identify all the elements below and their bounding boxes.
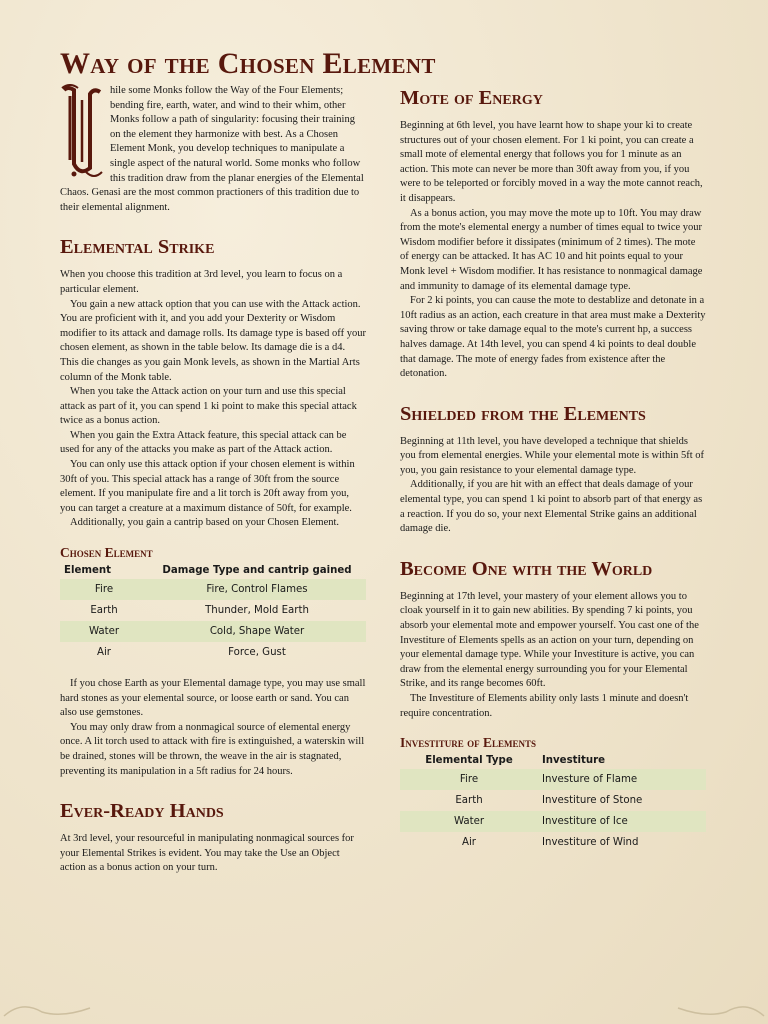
table-header: Element: [64, 564, 112, 576]
heading-elemental-strike: Elemental Strike: [60, 236, 215, 259]
table-cell: Fire: [400, 769, 538, 790]
investiture-table-title: Investiture of Elements: [400, 735, 537, 751]
mote-p3: For 2 ki points, you can cause the mote to destablize and detonate in a 10ft radius as an action, each creature in that area must make a Dexterity saving throw or take damage equal to the mote's current hp, a success halves damage. At 14th level, you can spend 4 ki points to deal double that damage. The mote of energy fades from existence after the detonation.: [400, 295, 706, 380]
table-cell: Fire, Control Flames: [148, 579, 366, 600]
chosen-element-table: [60, 561, 366, 663]
table-cell: Air: [97, 647, 111, 659]
table-header-row: [400, 751, 706, 769]
page-title: Way of the Chosen Element: [60, 47, 436, 80]
table-header: Damage Type and cantrip gained: [162, 564, 352, 576]
table-cell: Force, Gust: [228, 647, 286, 659]
table-row: [60, 600, 366, 621]
corner-flourish-left-icon: [2, 998, 92, 1018]
table-cell: Investiture of Ice: [538, 811, 706, 832]
table-cell: Investure of Flame: [538, 769, 706, 790]
become-one-p1: Beginning at 17th level, your mastery of your element allows you to cloak yourself in it to gain new abilities. By spending 7 ki points, you absorb your elemental mote and empower yourself. You cast one of the Investiture of Elements spells as an action on your turn, depending on your elemental damage type. While your Investiture is active, you can draw from the elemental energy surrounding you for your Elemental Strike, and its range becomes 60ft.: [400, 590, 699, 690]
heading-mote-of-energy: Mote of Energy: [400, 87, 543, 109]
table-row: [400, 832, 706, 853]
mote-p1: Beginning at 6th level, you have learnt how to shape your ki to create structures out of your chosen element. For 1 ki point, you can create a small mote of elemental energy that follows you for 1 minute as an action. This mote can never be more than 30ft away from you, if you were to be teleported or forcibly moved in a way the mote cannot reach, it disappears.: [400, 120, 703, 204]
table-header-row: [60, 561, 366, 579]
chosen-element-table-title: Chosen Element: [60, 545, 153, 561]
left-column: [60, 84, 366, 876]
dropcap-w-icon: [60, 84, 104, 180]
table-row: [400, 811, 706, 832]
after-table-p1: If you chose Earth as your Elemental damage type, you may use small hard stones as your elemental source, or loose earth or sand. You can also use gemstones.: [60, 678, 366, 719]
table-header: Elemental Type: [425, 754, 513, 766]
table-cell: Air: [462, 837, 476, 849]
ever-ready-p1: At 3rd level, your resourceful in manipulating nonmagical sources for your Elemental Strikes is evident. You may take the Use an Object action as a bonus action on your turn.: [60, 833, 354, 874]
table-cell: Investiture of Wind: [542, 837, 639, 849]
table-cell: Thunder, Mold Earth: [205, 605, 309, 617]
table-cell: Earth: [90, 605, 118, 617]
table-cell: Cold, Shape Water: [148, 621, 366, 642]
table-row: [400, 769, 706, 790]
corner-flourish-right-icon: [676, 998, 766, 1018]
table-row: [60, 621, 366, 642]
heading-become-one: Become One with the World: [400, 557, 653, 580]
table-cell: Investiture of Stone: [542, 795, 643, 807]
become-one-p2: The Investiture of Elements ability only lasts 1 minute and doesn't require concentration.: [400, 693, 689, 719]
heading-shielded-from-elements: Shielded from the Elements: [400, 402, 646, 425]
table-header: Investiture: [542, 754, 606, 766]
intro-section: [60, 84, 366, 215]
shielded-p2: Additionally, if you are hit with an effect that deals damage of your elemental type, you can spend 1 ki point to absorb part of that energy as a reaction. If you do so, your next Elemental Strike gains an additional damage die.: [400, 479, 703, 535]
elemental-strike-p5: You can only use this attack option if your chosen element is within 30ft of you. This special attack has a range of 30ft from the source element. If you manipulate fire and a lit torch is 20ft away from you, you can target a creature at a maximum distance of 50ft, for example.: [60, 459, 355, 514]
elemental-strike-p4: When you gain the Extra Attack feature, this special attack can be used for any of the attacks you make as part of the Attack action.: [60, 429, 347, 456]
table-cell: Water: [60, 621, 148, 642]
investiture-table: [400, 751, 706, 853]
after-table-p2: You may only draw from a nonmagical source of elemental energy once. A lit torch used to attack with fire is extinguished, a waterskin will be drained, stones will be thrown, the weave in the air is stagnated, preventing its manipulation in a 5ft radius for 24 hours.: [60, 721, 365, 777]
elemental-strike-p6: Additionally, you gain a cantrip based on your Chosen Element.: [70, 517, 340, 529]
table-row: [60, 579, 366, 600]
table-row: [60, 642, 366, 663]
elemental-strike-p1: When you choose this tradition at 3rd level, you learn to focus on a particular element.: [60, 269, 343, 295]
elemental-strike-p2: You gain a new attack option that you can use with the Attack action. You are proficient with it, and you add your Dexterity or Wisdom modifier to its attack and damage rolls. Its damage type is based off your chosen element, as shown in the table below. Its damage die is a d4. This die changes as you gain Monk levels, as shown in the Martial Arts column of the Monk table.: [60, 298, 366, 383]
table-cell: Water: [400, 811, 538, 832]
heading-ever-ready-hands: Ever-Ready Hands: [60, 800, 224, 823]
table-cell: Fire: [60, 579, 148, 600]
table-cell: Earth: [455, 795, 483, 807]
right-column: [400, 86, 706, 853]
elemental-strike-p3: When you take the Attack action on your turn and use this special attack as part of it, you can spend 1 ki point to make this special attack twice as a bonus action.: [60, 386, 357, 427]
shielded-p1: Beginning at 11th level, you have developed a technique that shields you from elemental energies. While your elemental mote is within 5ft of you, you gain resistance to your elemental damage type.: [400, 435, 705, 476]
table-row: [400, 790, 706, 811]
mote-p2: As a bonus action, you may move the mote up to 10ft. You may draw from the mote's elemental energy a number of times equal to twice your Wisdom modifier before it dissipates (minimum of 2 times). The mote of energy can be attacked. It has AC 10 and hit points equal to your Monk level + Wisdom modifier. It has resistance to nonmagical damage and immunity to damage of its elemental damage type.: [400, 207, 703, 292]
intro-text: hile some Monks follow the Way of the Four Elements; bending fire, earth, water, and wind to their whim, other Monks follow a path of singularity: focusing their training on the element they harmonize with best. As a Chosen Element Monk, you develop techniques to manipulate a single aspect of the natural world. Some monks who follow this tradition draw from the planar energies of the Elemental Chaos. Genasi are the most common practioners of this tradition due to their elemental alignment.: [60, 85, 364, 213]
